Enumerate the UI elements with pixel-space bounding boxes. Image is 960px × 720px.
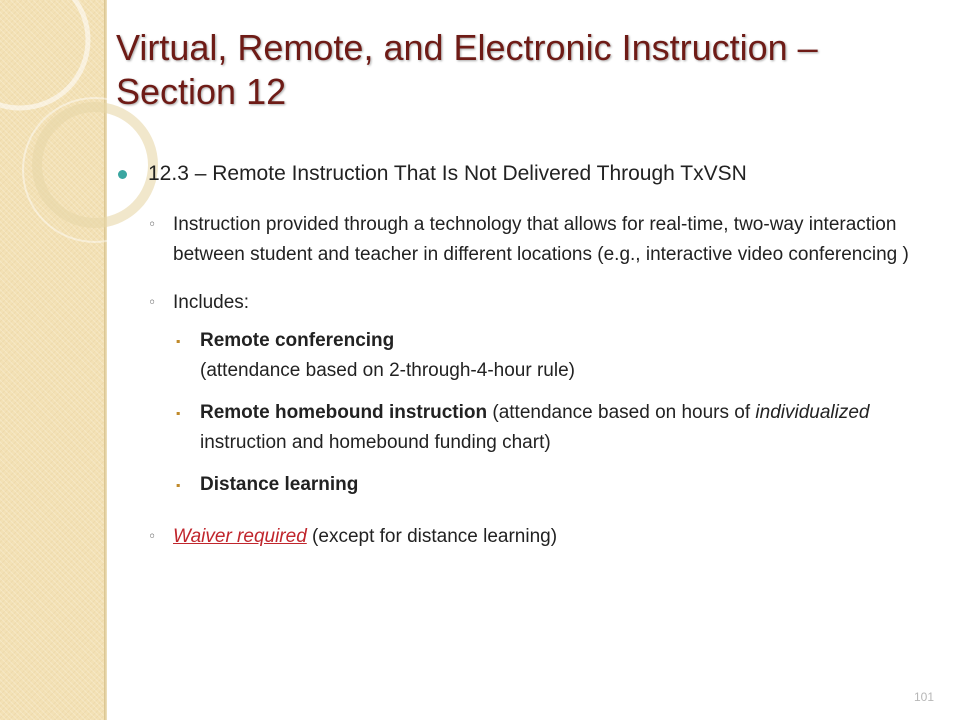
item-title: Distance learning (200, 474, 359, 495)
sidebar-edge (104, 0, 107, 720)
main-bullet-text: 12.3 – Remote Instruction That Is Not Delivered Through TxVSN (148, 162, 747, 185)
item-title: Remote conferencing (200, 330, 395, 351)
main-bullet-item (118, 160, 938, 188)
item-detail-italic: individualized (755, 402, 870, 423)
waiver-required-link[interactable]: Waiver required (173, 526, 307, 547)
definition-text: Instruction provided through a technology that allows for real-time, two-way interaction between student and teacher in different locations (e.g., interactive video conferencing ) (173, 214, 909, 265)
page-number: 101 (914, 690, 935, 704)
item-detail: (attendance based on 2-through-4-hour rule) (200, 360, 575, 381)
item-detail-a: (attendance based on hours of (487, 402, 756, 423)
dotted-square-bullet-icon: ⬝ (176, 403, 181, 422)
sub-bullet-definition (118, 210, 938, 270)
hollow-circle-bullet-icon: ◦ (148, 529, 157, 545)
decorative-sidebar (0, 0, 106, 720)
sub-bullet-includes (118, 288, 938, 318)
hollow-circle-bullet-icon: ◦ (148, 295, 157, 311)
sub-bullet-waiver (118, 522, 938, 552)
includes-text: Includes: (173, 292, 250, 313)
hollow-circle-bullet-icon: ◦ (148, 217, 157, 233)
slide-content (118, 160, 938, 570)
slide-title: Virtual, Remote, and Electronic Instruction – Section 12 (116, 27, 818, 112)
teal-dot-bullet-icon (118, 170, 127, 179)
item-title: Remote homebound instruction (200, 402, 488, 423)
waiver-text: (except for distance learning) (306, 526, 558, 547)
list-item-remote-homebound (118, 398, 938, 458)
list-item-remote-conferencing (118, 326, 938, 386)
item-detail-b: instruction and homebound funding chart) (200, 432, 551, 453)
dotted-square-bullet-icon: ⬝ (176, 331, 181, 350)
list-item-distance-learning (118, 470, 938, 500)
dotted-square-bullet-icon: ⬝ (176, 475, 181, 494)
